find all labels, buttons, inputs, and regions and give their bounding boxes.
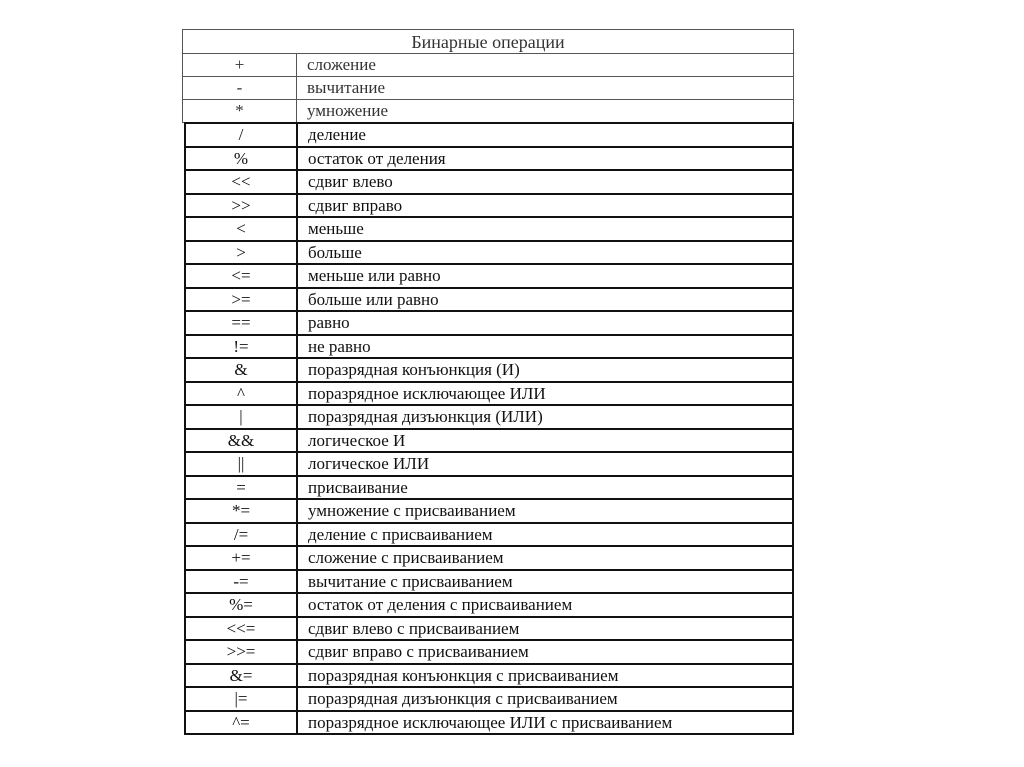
table-row [185,405,793,429]
table-row [185,288,793,312]
operator-cell: || [185,452,297,476]
description-cell: сдвиг влево с присваиванием [297,617,793,641]
description-cell: сложение [297,54,794,77]
description-cell: умножение с присваиванием [297,499,793,523]
description-cell: умножение [297,100,794,123]
description-cell: деление [297,123,793,147]
operator-cell: += [185,546,297,570]
table-row [185,123,793,147]
operator-cell: |= [185,687,297,711]
table-row [185,382,793,406]
table-row [185,194,793,218]
description-cell: поразрядная дизъюнкция (ИЛИ) [297,405,793,429]
table-row [183,54,794,77]
table-row [185,358,793,382]
operator-cell: -= [185,570,297,594]
operator-cell: ^= [185,711,297,735]
description-cell: сдвиг вправо [297,194,793,218]
table-row [185,264,793,288]
operator-cell: + [183,54,297,77]
table-row [185,217,793,241]
description-cell: логическое И [297,429,793,453]
operator-cell: *= [185,499,297,523]
description-cell: поразрядная конъюнкция (И) [297,358,793,382]
operator-cell: > [185,241,297,265]
description-cell: сложение с присваиванием [297,546,793,570]
table-row [185,311,793,335]
operator-cell: * [183,100,297,123]
table-row [185,711,793,735]
operator-cell: / [185,123,297,147]
description-cell: поразрядное исключающее ИЛИ с присваиванием [297,711,793,735]
description-cell: не равно [297,335,793,359]
operator-cell: && [185,429,297,453]
description-cell: вычитание с присваиванием [297,570,793,594]
table-row [185,546,793,570]
table-row [183,100,794,123]
operator-cell: != [185,335,297,359]
table-row [183,77,794,100]
description-cell: равно [297,311,793,335]
operator-cell: <= [185,264,297,288]
operator-cell: <<= [185,617,297,641]
operator-cell: >= [185,288,297,312]
description-cell: остаток от деления с присваиванием [297,593,793,617]
description-cell: вычитание [297,77,794,100]
binary-operations-table-header [182,29,794,123]
table-title: Бинарные операции [183,30,794,54]
description-cell: поразрядное исключающее ИЛИ [297,382,793,406]
table-row [185,429,793,453]
description-cell: деление с присваиванием [297,523,793,547]
description-cell: поразрядная дизъюнкция с присваиванием [297,687,793,711]
table-row [185,170,793,194]
table-title-row [183,30,794,54]
operator-cell: %= [185,593,297,617]
table-row [185,147,793,171]
operator-cell: - [183,77,297,100]
description-cell: поразрядная конъюнкция с присваиванием [297,664,793,688]
operator-cell: = [185,476,297,500]
operator-cell: & [185,358,297,382]
operator-cell: /= [185,523,297,547]
operator-cell: % [185,147,297,171]
table-row [185,593,793,617]
table-row [185,241,793,265]
description-cell: логическое ИЛИ [297,452,793,476]
binary-operations-table [184,122,794,735]
operator-cell: << [185,170,297,194]
table-row [185,664,793,688]
description-cell: присваивание [297,476,793,500]
description-cell: больше [297,241,793,265]
description-cell: больше или равно [297,288,793,312]
table-row [185,687,793,711]
table-row [185,523,793,547]
table-row [185,476,793,500]
operator-cell: == [185,311,297,335]
description-cell: сдвиг влево [297,170,793,194]
operator-cell: ^ [185,382,297,406]
table-row [185,452,793,476]
table-row [185,335,793,359]
description-cell: остаток от деления [297,147,793,171]
operator-cell: >> [185,194,297,218]
operator-cell: &= [185,664,297,688]
table-row [185,640,793,664]
description-cell: меньше или равно [297,264,793,288]
description-cell: сдвиг вправо с присваиванием [297,640,793,664]
table-row [185,499,793,523]
operator-cell: < [185,217,297,241]
table-row [185,617,793,641]
operator-cell: >>= [185,640,297,664]
table-row [185,570,793,594]
description-cell: меньше [297,217,793,241]
operator-cell: | [185,405,297,429]
